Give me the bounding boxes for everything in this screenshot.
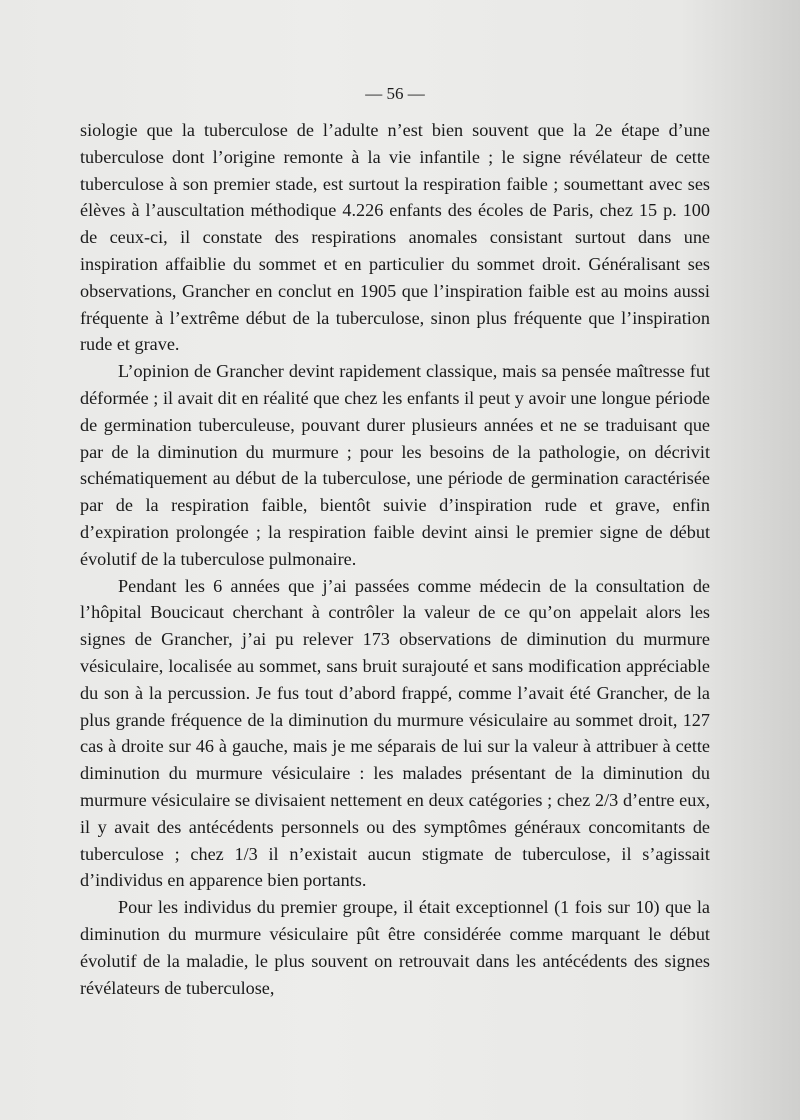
page-number: — 56 — <box>365 84 425 103</box>
paragraph-4: Pour les individus du premier groupe, il était exceptionnel (1 fois sur 10) que la diminution du murmure vésiculaire pût être considérée comme marquant le début évolutif de la maladie, le plus souvent on retrouvait dans les antécédents des signes révélateurs de tuberculose, <box>80 897 710 998</box>
paragraph-2: L’opinion de Grancher devint rapidement classique, mais sa pensée maîtresse fut déformée ; il avait dit en réalité que chez les enfants il peut y avoir une longue période de germination tuberculeuse, pouvant durer plusieurs années et ne se traduisant que par de la diminution du murmure ; pour les besoins de la pathologie, on décrivit schématiquement au début de la tuberculose, une période de germination caractérisée par de la respiration faible, bientôt suivie d’inspiration rude et grave, enfin d’expiration prolongée ; la respiration faible devint ainsi le premier signe de début évolutif de la tuberculose pulmonaire. <box>80 361 710 569</box>
paragraph-3: Pendant les 6 années que j’ai passées comme médecin de la consultation de l’hôpital Boucicaut cherchant à contrôler la valeur de ce qu’on appelait alors les signes de Grancher, j’ai pu relever 173 observations de diminution du murmure vésiculaire, localisée au sommet, sans bruit surajouté et sans modification appréciable du son à la percussion. Je fus tout d’abord frappé, comme l’avait été Grancher, de la plus grande fréquence de la diminution du murmure vésiculaire au sommet droit, 127 cas à droite sur 46 à gauche, mais je me séparais de lui sur la valeur à attribuer à cette diminution du murmure vésiculaire : les malades présentant de la diminution du murmure vésiculaire se divisaient nettement en deux catégories ; chez 2/3 d’entre eux, il y avait des antécédents personnels ou des symptômes généraux concomitants de tuberculose ; chez 1/3 il n’existait aucun stigmate de tuberculose, il s’agissait d’individus en apparence bien portants. <box>80 575 710 891</box>
body-text <box>80 117 710 1001</box>
paragraph-1: siologie que la tuberculose de l’adulte n’est bien souvent que la 2e étape d’une tuberculose dont l’origine remonte à la vie infantile ; le signe révélateur de cette tuberculose à son premier stade, est surtout la respiration faible ; soumettant avec ses élèves à l’auscultation méthodique 4.226 enfants des écoles de Paris, chez 15 p. 100 de ceux-ci, il constate des respirations anomales consistant surtout dans une inspiration affaiblie du sommet et en particulier du sommet droit. Généralisant ses observations, Grancher en conclut en 1905 que l’inspiration faible est au moins aussi fréquente à l’extrême début de la tuberculose, sinon plus fréquente que l’inspiration rude et grave. <box>80 120 710 355</box>
